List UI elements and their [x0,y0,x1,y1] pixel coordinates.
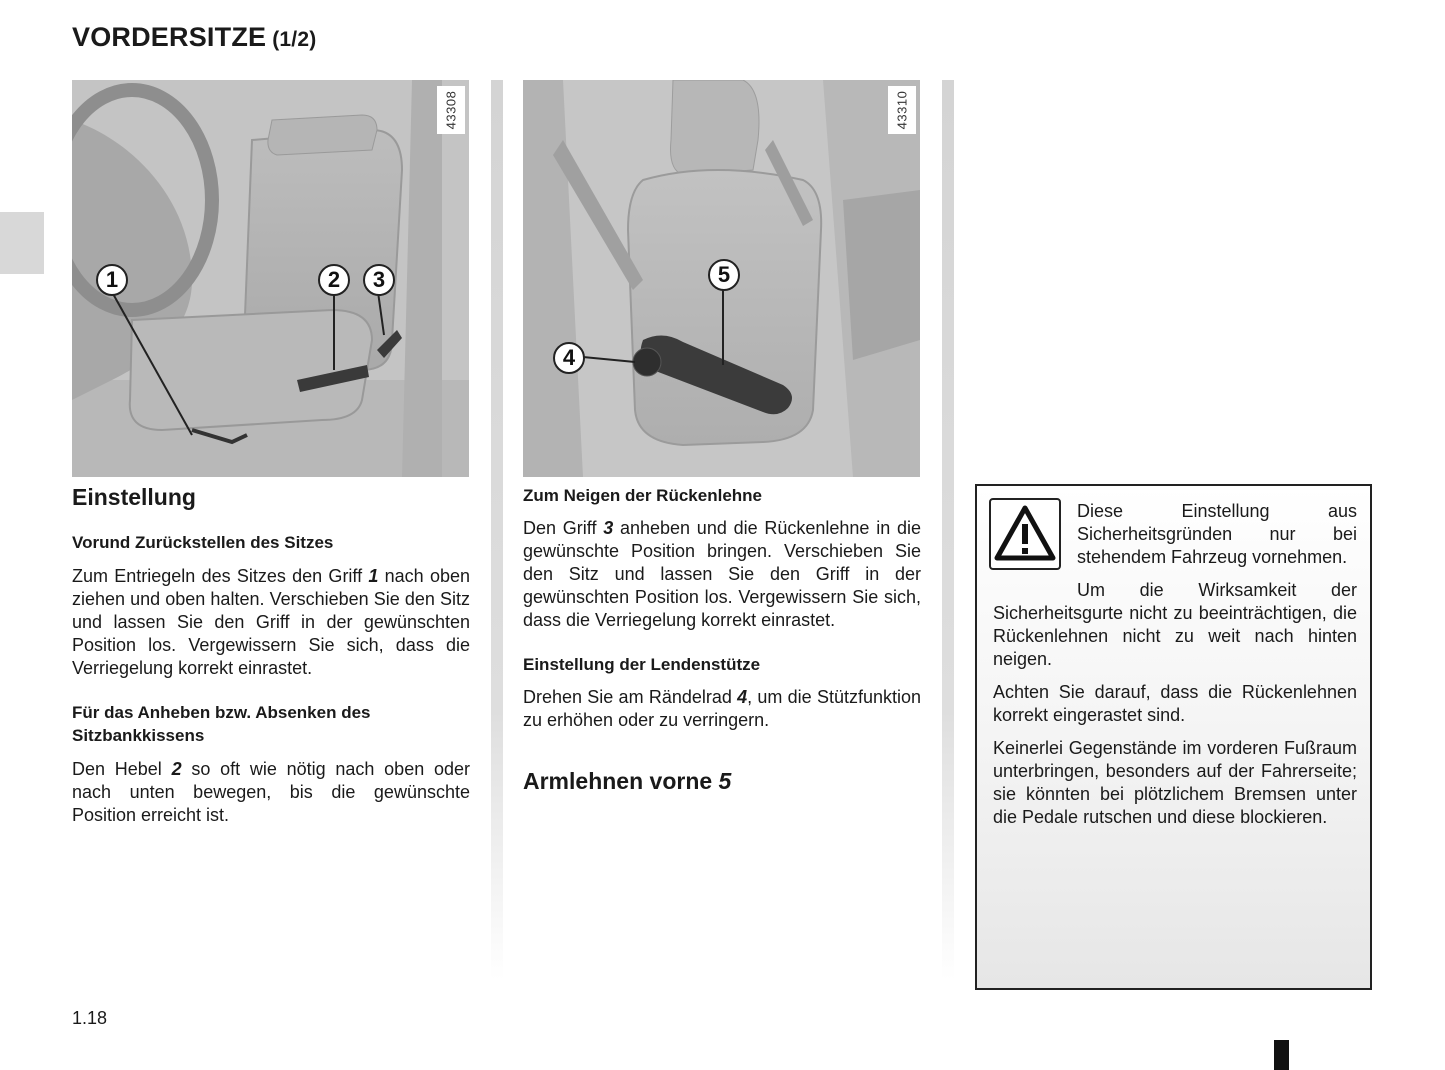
figure-number-2: 43310 [888,86,916,134]
column-2 [523,484,921,795]
page-title-text: VORDERSITZE [72,22,267,52]
subheading-backrest-tilt: Zum Neigen der Rückenlehne [523,486,762,505]
subheading-seat-slide: Vorund Zurückstellen des Sitzes [72,533,334,552]
subheading-cushion-height: Für das Anheben bzw. Absenken des Sitzbankkissens [72,703,371,745]
warning-paragraph-2: Um die Wirksamkeit der Sicherheitsgurte nicht zu beeinträchtigen, die Rückenlehnen nicht zu weit nach hinten neigen. [993,580,1357,669]
paragraph-backrest-tilt: Den Griff 3 anheben und die Rückenlehne in die gewünschte Position bringen. Verschieben Sie den Sitz und lassen Sie den Griff in der gewünschten Position los. Vergewissern Sie sich, dass die Verriegelung korrekt einrastet. [523,518,921,630]
callout-3: 3 [363,264,395,296]
page-marker [1274,1040,1289,1070]
warning-paragraph-4: Keinerlei Gegenstände im vorderen Fußraum unterbringen, besonders auf der Fahrerseite; sie könnten bei plötzlichem Bremsen unter die Pedale rutschen und diese blockieren. [993,738,1357,827]
column-1 [72,484,470,827]
column-divider-2 [942,80,954,980]
page-title-part: (1/2) [272,28,317,51]
page-number: 1.18 [72,1008,108,1028]
seat-illustration [72,80,469,477]
column-divider-1 [491,80,503,980]
paragraph-cushion-height: Den Hebel 2 so oft wie nötig nach oben oder nach unten bewegen, bis die gewünschte Position erreicht ist. [72,759,470,825]
page-title [72,22,316,53]
chapter-tab [0,212,44,274]
safety-warning-box [975,484,1372,990]
seat-adjustment-photo [72,80,469,477]
callout-4: 4 [553,342,585,374]
subheading-lumbar-support: Einstellung der Lendenstütze [523,655,761,674]
paragraph-seat-slide: Zum Entriegeln des Sitzes den Griff 1 nach oben ziehen und oben halten. Verschieben Sie den Sitz und lassen Sie den Griff in der gewünschten Position los. Vergewissern Sie sich, dass die Verriegelung korrekt einrastet. [72,566,470,678]
callout-2: 2 [318,264,350,296]
callout-1: 1 [96,264,128,296]
paragraph-lumbar-support: Drehen Sie am Rändelrad 4, um die Stützfunktion zu erhöhen oder zu verringern. [523,687,922,730]
section-heading-armrests: Armlehnen vorne 5 [523,768,732,794]
figure-number: 43308 [437,86,465,134]
section-heading-einstellung: Einstellung [72,484,196,510]
warning-paragraph-1: Diese Einstellung aus Sicherheitsgründen nur bei stehendem Fahrzeug vornehmen. [1077,501,1357,567]
callout-5: 5 [708,259,740,291]
warning-text [993,500,1357,829]
warning-paragraph-3: Achten Sie darauf, dass die Rückenlehnen korrekt eingerastet sind. [993,682,1357,725]
backrest-armrest-photo [523,80,920,477]
